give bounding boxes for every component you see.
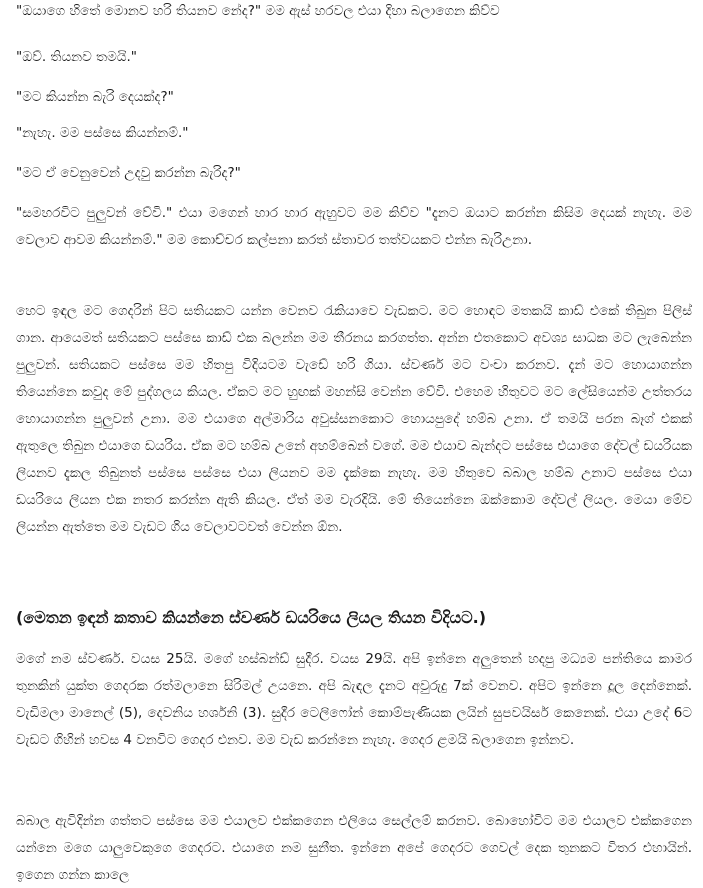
paragraph-6: "සමහරවිට පුලුවන් වේවි." එයා මගෙන් හාර හාර ඇහුවට මම කිව්ව "දැනට ඔයාට කරන්න කිසිම දෙයක් නැහැ. මම වෙලාව ආවම කියන්නම්." මම කොච්චර කල්පනා කරත් ස්තාවර තත්වයකට එන්න බැරිඋනා. (16, 205, 692, 248)
paragraph-4: "නැහැ. මම පස්සෙ කියන්නම්." (16, 125, 189, 141)
paragraph-5: "මට ඒ වෙනුවෙන් උදවු කරන්න බැරිද?" (16, 165, 241, 181)
paragraph-2: "ඔව්. තියනව තමයි." (16, 49, 138, 65)
paragraph-3: "මට කියන්න බැරි දෙයක්ද?" (16, 89, 174, 105)
paragraph-9: බබාල ඇවිදින්න ගත්තට පස්සෙ මම එයාලව එක්කගෙන එලියෙ සෙල්ලම් කරනව. බොහෝවිට මම එයාලව එක්කගෙන යන්නෙ මගෙ යාලුවෙකුගෙ ගෙදරට. එයාගෙ නම සුනීත. ඉන්නෙ අපේ ගෙදරට ගෙවල් දෙක තුනකට විතර එහායින්. ඉගෙන ගන්න කාලෙ (16, 813, 692, 883)
section-heading: (මෙතන ඉඳන් කතාව කියන්නෙ ස්වර්ණ ඩයරියෙ ලියල තියන විදියට.) (16, 608, 487, 627)
paragraph-8: මගේ නම ස්වර්ණ. වයස 25යි. මගේ හස්බන්ඩ් සුදීර. වයස 29යි. අපි ඉන්නෙ අලුතෙන් හදපු මධ්‍යම පන්තියෙ කාමර තුනකින් යුක්ත ගෙදරක රත්මලානෙ සිරිමල් උයනෙ. අපි බැඳල දැනට අවුරුදු 7ක් වෙනව. අපිට ඉන්නෙ දූල දෙන්නෙක්. වැඩිමලා මානෙල් (5), දෙවනිය හර්ශනි (3). සුදීර ටෙලිෆෝන් කොම්පැණියක ලයින් සුපවයිසර් කෙනෙක්. එයා උදේ 6ට වැඩට ගිහින් හවස 4 වනවිට ගෙදර එනව. මම වැඩ කරන්නෙ නැහැ. ගෙදර ළමයි බලාගෙන ඉන්නව. (16, 651, 692, 748)
paragraph-7: හෙට ඉඳල මට ගෙදරින් පිට සතියකට යන්න වෙනව රැකියාවෙ වැඩකට. මට හොඳට මතකයි කාඩ් එකේ තිබුන පිලිස් ගාන. ආයෙමත් සතියකට පස්සෙ කාඩ් එක බලන්න මම තීරනය කරගත්ත. අන්න එතකොට අවශ්‍ය සාධක මට ලැබෙන්න පුලුවන්. සතියකට පස්සෙ මම හිතපු විදියටම වැඩේ හරි ගියා. ස්වර්ණ මට වංචා කරනව. දැන් මට හොයාගන්න තියෙන්නෙ කවුද මේ පුද්ගලය කියල. ඒකට මට හුඟක් මහන්සි වෙන්න වේවි. එහෙම හිතුවට මට ලේසියෙන්ම උත්තරය හොයාගන්න පුලුවන් උනා. මම එයාගෙ අල්මාරිය අවුස්සනකොට හොයපුදේ හම්බ උනා. ඒ තමයි පරන බෑග් එකක් ඇතුලෙ තිබුන එයාගෙ ඩයරිය. ඒක මට හම්බ උනේ අහම්බෙන් වගේ. මම එයාව බැන්දට පස්සෙ එයාගෙ දේවල් ඩයරියක ලියනව දැකල තිබුනත් පස්සෙ පස්සෙ එයා ලියනව මම දැක්කෙ නැහැ. මම හිතුවෙ බබාල හම්බ උනාට පස්සෙ එයා ඩයරියෙ ලියන එක නතර කරන්න ඇති කියල. ඒත් මම වැරදියි. මේ තියෙන්නෙ ඔක්කොම දේවල් ලියල. මෙයා මේව ලියන්න ඇත්තෙ මම වැඩට ගිය වෙලාවටවත් වෙන්න ඕන. (16, 303, 692, 535)
paragraph-1: "ඔයාගෙ හිතේ මොනව හරි තියනව නේද?" මම ඇස් හරවල එයා දිහා බලාගෙන කිව්ව (16, 3, 500, 19)
